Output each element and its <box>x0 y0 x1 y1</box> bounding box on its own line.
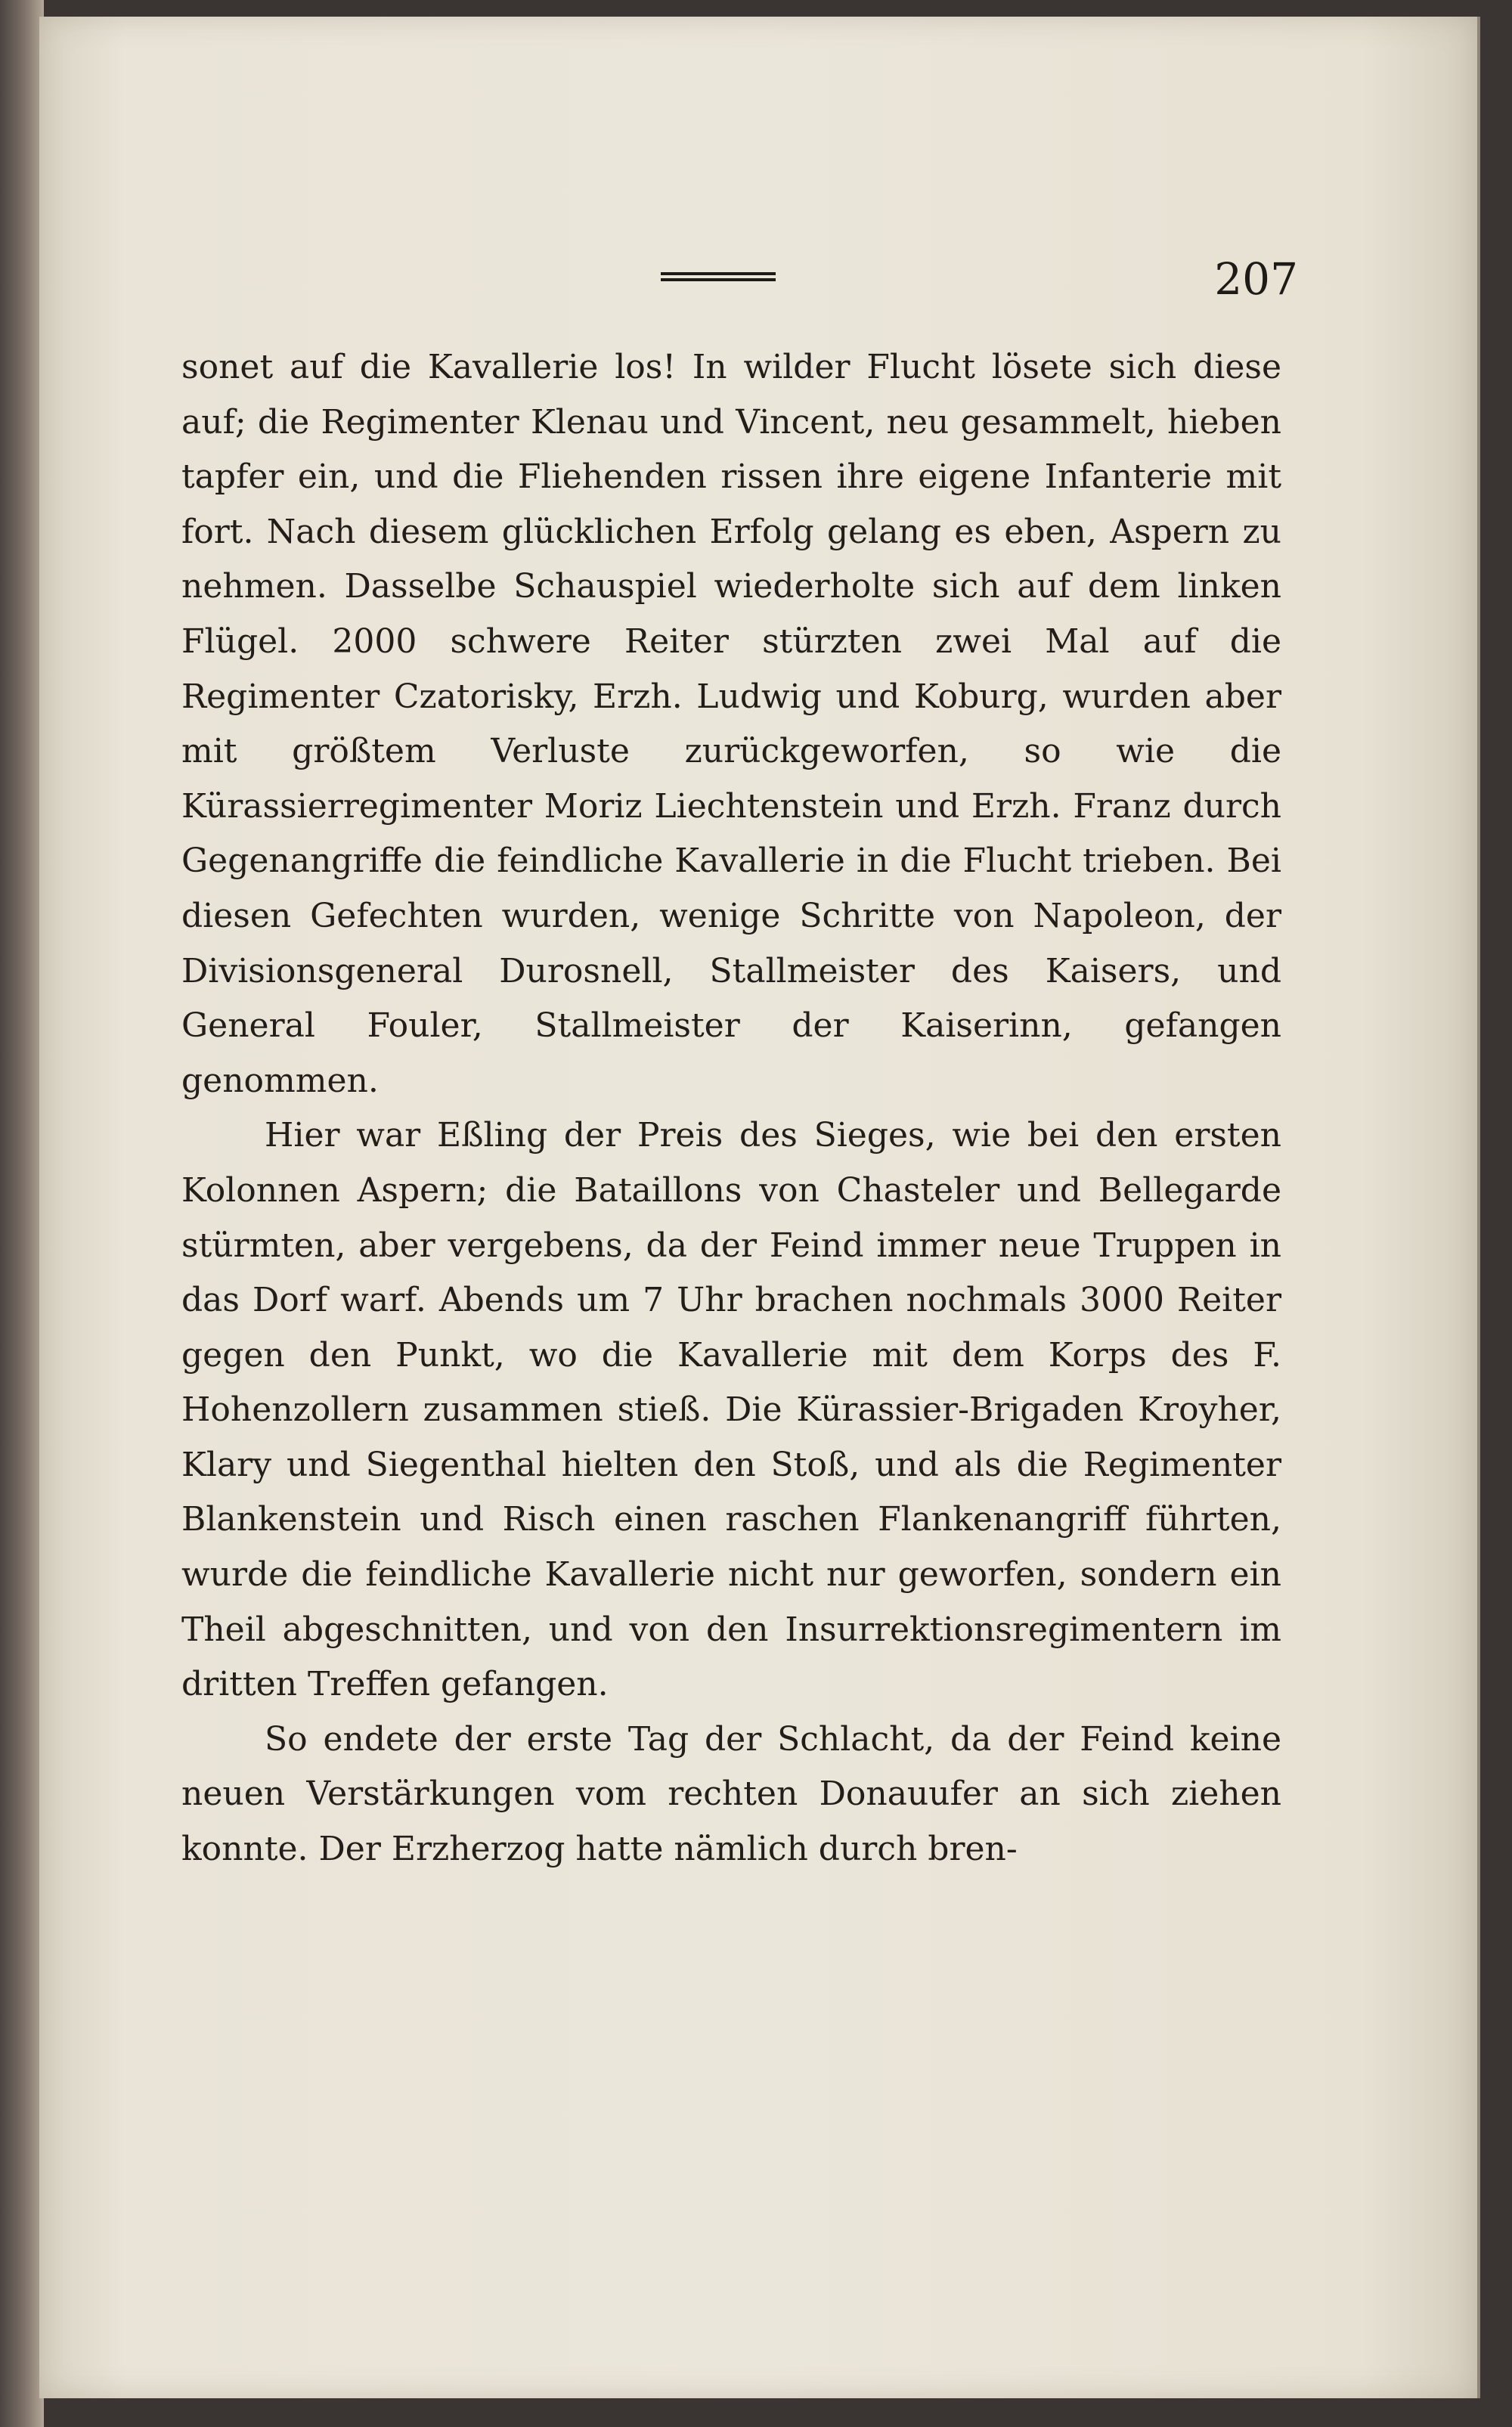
header-rule-ornament <box>661 272 776 289</box>
paragraph-2: Hier war Eßling der Preis des Sieges, wie bei den ersten Kolonnen Aspern; die Bataillons von Chasteler und Bellegarde stürmten, aber vergebens, da der Feind immer neue Truppen in das Dorf warf. Abends um 7 Uhr brachen nochmals 3000 Reiter gegen den Punkt, wo die Kavallerie mit dem Korps des F. Hohenzollern zusammen stieß. Die Kürassier-Brigaden Kroyher, Klary und Siegenthal hielten den Stoß, und als die Regimenter Blankenstein und Risch einen raschen Flankenangriff führten, wurde die feindliche Kavallerie nicht nur geworfen, sondern ein Theil abgeschnitten, und von den Insurrektionsregimentern im dritten Treffen gefangen. <box>181 1116 1281 1704</box>
page-number: 207 <box>1214 253 1298 305</box>
page-header <box>39 243 1477 304</box>
paragraph-3: So endete der erste Tag der Schlacht, da der Feind keine neuen Verstärkungen vom rechten Donauufer an sich ziehen konnte. Der Erzherzog hatte nämlich durch bren- <box>181 1719 1281 1869</box>
page-sheet <box>39 17 1480 2398</box>
body-text <box>181 340 1281 1877</box>
paragraph-1: sonet auf die Kavallerie los! In wilder Flucht lösete sich diese auf; die Regimenter Klenau und Vincent, neu gesammelt, hieben tapfer ein, und die Fliehenden rissen ihre eigene Infanterie mit fort. Nach diesem glücklichen Erfolg gelang es eben, Aspern zu nehmen. Dasselbe Schauspiel wiederholte sich auf dem linken Flügel. 2000 schwere Reiter stürzten zwei Mal auf die Regimenter Czatorisky, Erzh. Ludwig und Koburg, wurden aber mit größtem Verluste zurückgeworfen, so wie die Kürassierregimenter Moriz Liechtenstein und Erzh. Franz durch Gegenangriffe die feindliche Kavallerie in die Flucht trieben. Bei diesen Gefechten wurden, wenige Schritte von Napoleon, der Divisionsgeneral Durosnell, Stallmeister des Kaisers, und General Fouler, Stallmeister der Kaiserinn, gefangen genommen. <box>181 348 1281 1100</box>
book-spine-edge <box>0 0 44 2427</box>
